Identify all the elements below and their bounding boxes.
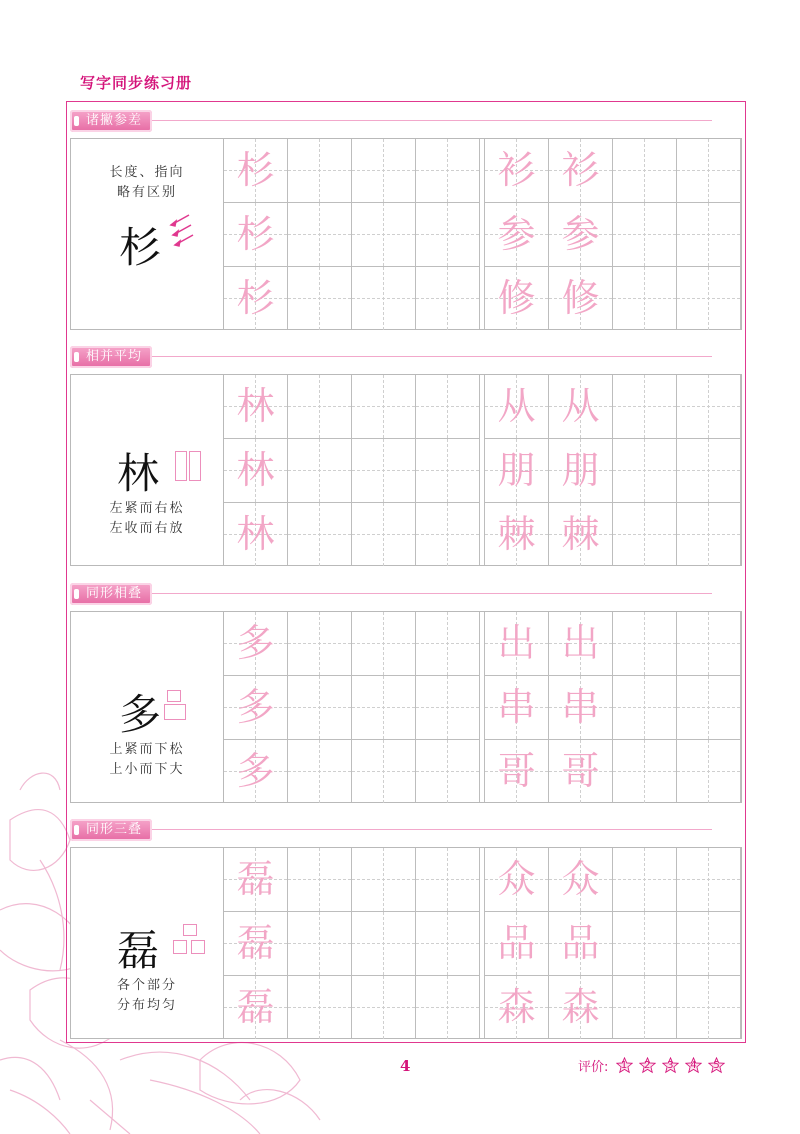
trace-character: 衫 (497, 148, 536, 192)
structure-box (189, 451, 201, 481)
star-icon[interactable] (639, 1057, 656, 1074)
practice-cell[interactable] (485, 848, 549, 912)
practice-cell[interactable] (352, 503, 416, 565)
trace-character: 林 (236, 384, 275, 428)
right-grid (485, 612, 741, 802)
note-line: 略有区别 (116, 185, 177, 200)
practice-cell[interactable] (613, 439, 677, 503)
trace-character: 串 (497, 685, 536, 729)
practice-cell[interactable] (288, 676, 352, 740)
trace-character: 品 (497, 921, 536, 965)
trace-character: 品 (561, 921, 600, 965)
practice-cell[interactable] (485, 503, 549, 565)
trace-character: 磊 (236, 857, 275, 901)
practice-cell[interactable] (613, 503, 677, 565)
practice-cell[interactable] (224, 503, 288, 565)
trace-character: 哥 (497, 749, 536, 793)
practice-cell[interactable] (549, 676, 613, 740)
practice-panel (70, 138, 742, 330)
practice-cell[interactable] (549, 439, 613, 503)
practice-cell[interactable] (613, 267, 677, 329)
practice-cell[interactable] (549, 740, 613, 802)
note-line: 各个部分 (116, 978, 177, 993)
trace-character: 参 (497, 212, 536, 256)
model-character: 多 (119, 690, 162, 739)
trace-character: 森 (561, 985, 600, 1029)
practice-cell[interactable] (224, 439, 288, 503)
model-character: 杉 (119, 223, 162, 272)
practice-cell[interactable] (549, 976, 613, 1038)
practice-cell[interactable] (485, 267, 549, 329)
structure-box (167, 690, 181, 702)
practice-cell[interactable] (677, 612, 741, 676)
practice-cell[interactable] (224, 203, 288, 267)
star-number: 3 (667, 1060, 674, 1071)
practice-cell[interactable] (485, 139, 549, 203)
practice-cell[interactable] (613, 612, 677, 676)
practice-cell[interactable] (677, 976, 741, 1038)
practice-cell[interactable] (288, 740, 352, 802)
practice-cell[interactable] (613, 976, 677, 1038)
practice-cell[interactable] (416, 203, 480, 267)
rating-bar (578, 1056, 726, 1075)
star-icon[interactable] (662, 1057, 679, 1074)
trace-character: 杉 (236, 212, 275, 256)
trace-character: 众 (497, 857, 536, 901)
practice-cell[interactable] (485, 976, 549, 1038)
practice-cell[interactable] (288, 203, 352, 267)
practice-cell[interactable] (549, 203, 613, 267)
star-icon[interactable] (616, 1057, 633, 1074)
practice-cell[interactable] (416, 139, 480, 203)
section-tag: 同形三叠 (70, 819, 152, 841)
practice-cell[interactable] (416, 676, 480, 740)
practice-cell[interactable] (677, 912, 741, 976)
model-cell (71, 848, 224, 1038)
trace-character: 从 (497, 384, 536, 428)
practice-cell[interactable] (485, 740, 549, 802)
practice-cell[interactable] (224, 267, 288, 329)
left-grid (224, 612, 480, 802)
trace-character: 参 (561, 212, 600, 256)
practice-cell[interactable] (485, 612, 549, 676)
practice-cell[interactable] (288, 139, 352, 203)
practice-cell[interactable] (352, 439, 416, 503)
trace-character: 修 (561, 276, 600, 320)
practice-cell[interactable] (677, 740, 741, 802)
practice-cell[interactable] (288, 503, 352, 565)
practice-cell[interactable] (352, 676, 416, 740)
practice-cell[interactable] (549, 267, 613, 329)
practice-panel (70, 374, 742, 566)
practice-cell[interactable] (677, 267, 741, 329)
page-number: 4 (400, 1057, 411, 1075)
structure-box (175, 451, 187, 481)
model-cell (71, 139, 224, 329)
right-grid (485, 848, 741, 1038)
practice-cell[interactable] (352, 976, 416, 1038)
trace-character: 修 (497, 276, 536, 320)
trace-character: 磊 (236, 921, 275, 965)
practice-cell[interactable] (549, 503, 613, 565)
practice-cell[interactable] (485, 439, 549, 503)
practice-cell[interactable] (485, 676, 549, 740)
section-tag: 同形相叠 (70, 583, 152, 605)
trace-character: 串 (561, 685, 600, 729)
practice-cell[interactable] (549, 912, 613, 976)
model-cell (71, 612, 224, 802)
practice-cell[interactable] (613, 139, 677, 203)
trace-character: 众 (561, 857, 600, 901)
trace-character: 多 (236, 621, 275, 665)
star-icon[interactable] (708, 1057, 725, 1074)
book-title: 写字同步练习册 (80, 74, 193, 92)
note-line: 上紧而下松 (109, 742, 185, 757)
trace-character: 衫 (561, 148, 600, 192)
practice-cell[interactable] (613, 203, 677, 267)
note-line: 分布均匀 (116, 998, 177, 1013)
right-grid (485, 139, 741, 329)
practice-cell[interactable] (288, 267, 352, 329)
practice-cell[interactable] (224, 848, 288, 912)
practice-cell[interactable] (613, 740, 677, 802)
trace-character: 林 (236, 448, 275, 492)
practice-cell[interactable] (224, 740, 288, 802)
practice-cell[interactable] (677, 203, 741, 267)
trace-character: 棘 (561, 512, 600, 556)
trace-character: 朋 (497, 448, 536, 492)
left-grid (224, 139, 480, 329)
practice-cell[interactable] (288, 912, 352, 976)
stroke-arrow-icon (159, 211, 199, 251)
left-grid (224, 848, 480, 1038)
practice-cell[interactable] (224, 139, 288, 203)
practice-cell[interactable] (416, 612, 480, 676)
practice-cell[interactable] (224, 676, 288, 740)
trace-character: 林 (236, 512, 275, 556)
practice-cell[interactable] (352, 912, 416, 976)
structure-box (191, 940, 205, 954)
trace-character: 朋 (561, 448, 600, 492)
star-number: 1 (620, 1060, 628, 1071)
trace-character: 多 (236, 749, 275, 793)
practice-cell[interactable] (288, 976, 352, 1038)
practice-cell[interactable] (224, 612, 288, 676)
note-line: 长度、指向 (109, 165, 185, 180)
trace-character: 杉 (236, 276, 275, 320)
trace-character: 从 (561, 384, 600, 428)
practice-cell[interactable] (549, 139, 613, 203)
practice-cell[interactable] (416, 976, 480, 1038)
note-line: 上小而下大 (109, 762, 185, 777)
left-grid (224, 375, 480, 565)
practice-cell[interactable] (416, 375, 480, 439)
practice-cell[interactable] (288, 848, 352, 912)
structure-box (183, 924, 197, 936)
practice-cell[interactable] (352, 267, 416, 329)
right-grid (485, 375, 741, 565)
practice-cell[interactable] (416, 439, 480, 503)
practice-cell[interactable] (224, 375, 288, 439)
rating-label: 评价: (578, 1060, 609, 1075)
practice-cell[interactable] (613, 676, 677, 740)
trace-character: 磊 (236, 985, 275, 1029)
star-number: 5 (713, 1060, 720, 1071)
practice-cell[interactable] (677, 139, 741, 203)
trace-character: 森 (497, 985, 536, 1029)
practice-cell[interactable] (485, 203, 549, 267)
trace-character: 棘 (497, 512, 536, 556)
practice-panel (70, 611, 742, 803)
practice-cell[interactable] (416, 912, 480, 976)
practice-cell[interactable] (288, 439, 352, 503)
practice-panel (70, 847, 742, 1039)
structure-box (173, 940, 187, 954)
star-icon[interactable] (685, 1057, 702, 1074)
note-line: 左收而右放 (109, 521, 185, 536)
practice-cell[interactable] (677, 375, 741, 439)
practice-cell[interactable] (352, 740, 416, 802)
practice-cell[interactable] (549, 375, 613, 439)
practice-cell[interactable] (677, 439, 741, 503)
practice-cell[interactable] (613, 848, 677, 912)
section-tag: 相并平均 (70, 346, 152, 368)
practice-cell[interactable] (416, 503, 480, 565)
practice-cell[interactable] (352, 848, 416, 912)
practice-cell[interactable] (352, 139, 416, 203)
practice-cell[interactable] (549, 848, 613, 912)
model-character: 磊 (117, 926, 160, 975)
trace-character: 杉 (236, 148, 275, 192)
model-cell (71, 375, 224, 565)
trace-character: 哥 (561, 749, 600, 793)
practice-cell[interactable] (677, 503, 741, 565)
practice-cell[interactable] (288, 612, 352, 676)
practice-cell[interactable] (288, 375, 352, 439)
practice-cell[interactable] (224, 976, 288, 1038)
model-character: 林 (117, 449, 160, 498)
trace-character: 多 (236, 685, 275, 729)
practice-cell[interactable] (677, 676, 741, 740)
practice-cell[interactable] (416, 848, 480, 912)
practice-cell[interactable] (416, 267, 480, 329)
practice-cell[interactable] (352, 612, 416, 676)
star-number: 2 (643, 1060, 651, 1071)
trace-character: 出 (497, 621, 536, 665)
section-tag: 诸撇参差 (70, 110, 152, 132)
practice-cell[interactable] (224, 912, 288, 976)
practice-cell[interactable] (613, 912, 677, 976)
practice-cell[interactable] (485, 375, 549, 439)
note-line: 左紧而右松 (109, 501, 185, 516)
practice-cell[interactable] (485, 912, 549, 976)
practice-cell[interactable] (352, 203, 416, 267)
structure-box (164, 704, 186, 720)
practice-cell[interactable] (416, 740, 480, 802)
practice-cell[interactable] (549, 612, 613, 676)
practice-cell[interactable] (613, 375, 677, 439)
trace-character: 出 (561, 621, 600, 665)
practice-cell[interactable] (352, 375, 416, 439)
star-number: 4 (690, 1060, 697, 1071)
practice-cell[interactable] (677, 848, 741, 912)
